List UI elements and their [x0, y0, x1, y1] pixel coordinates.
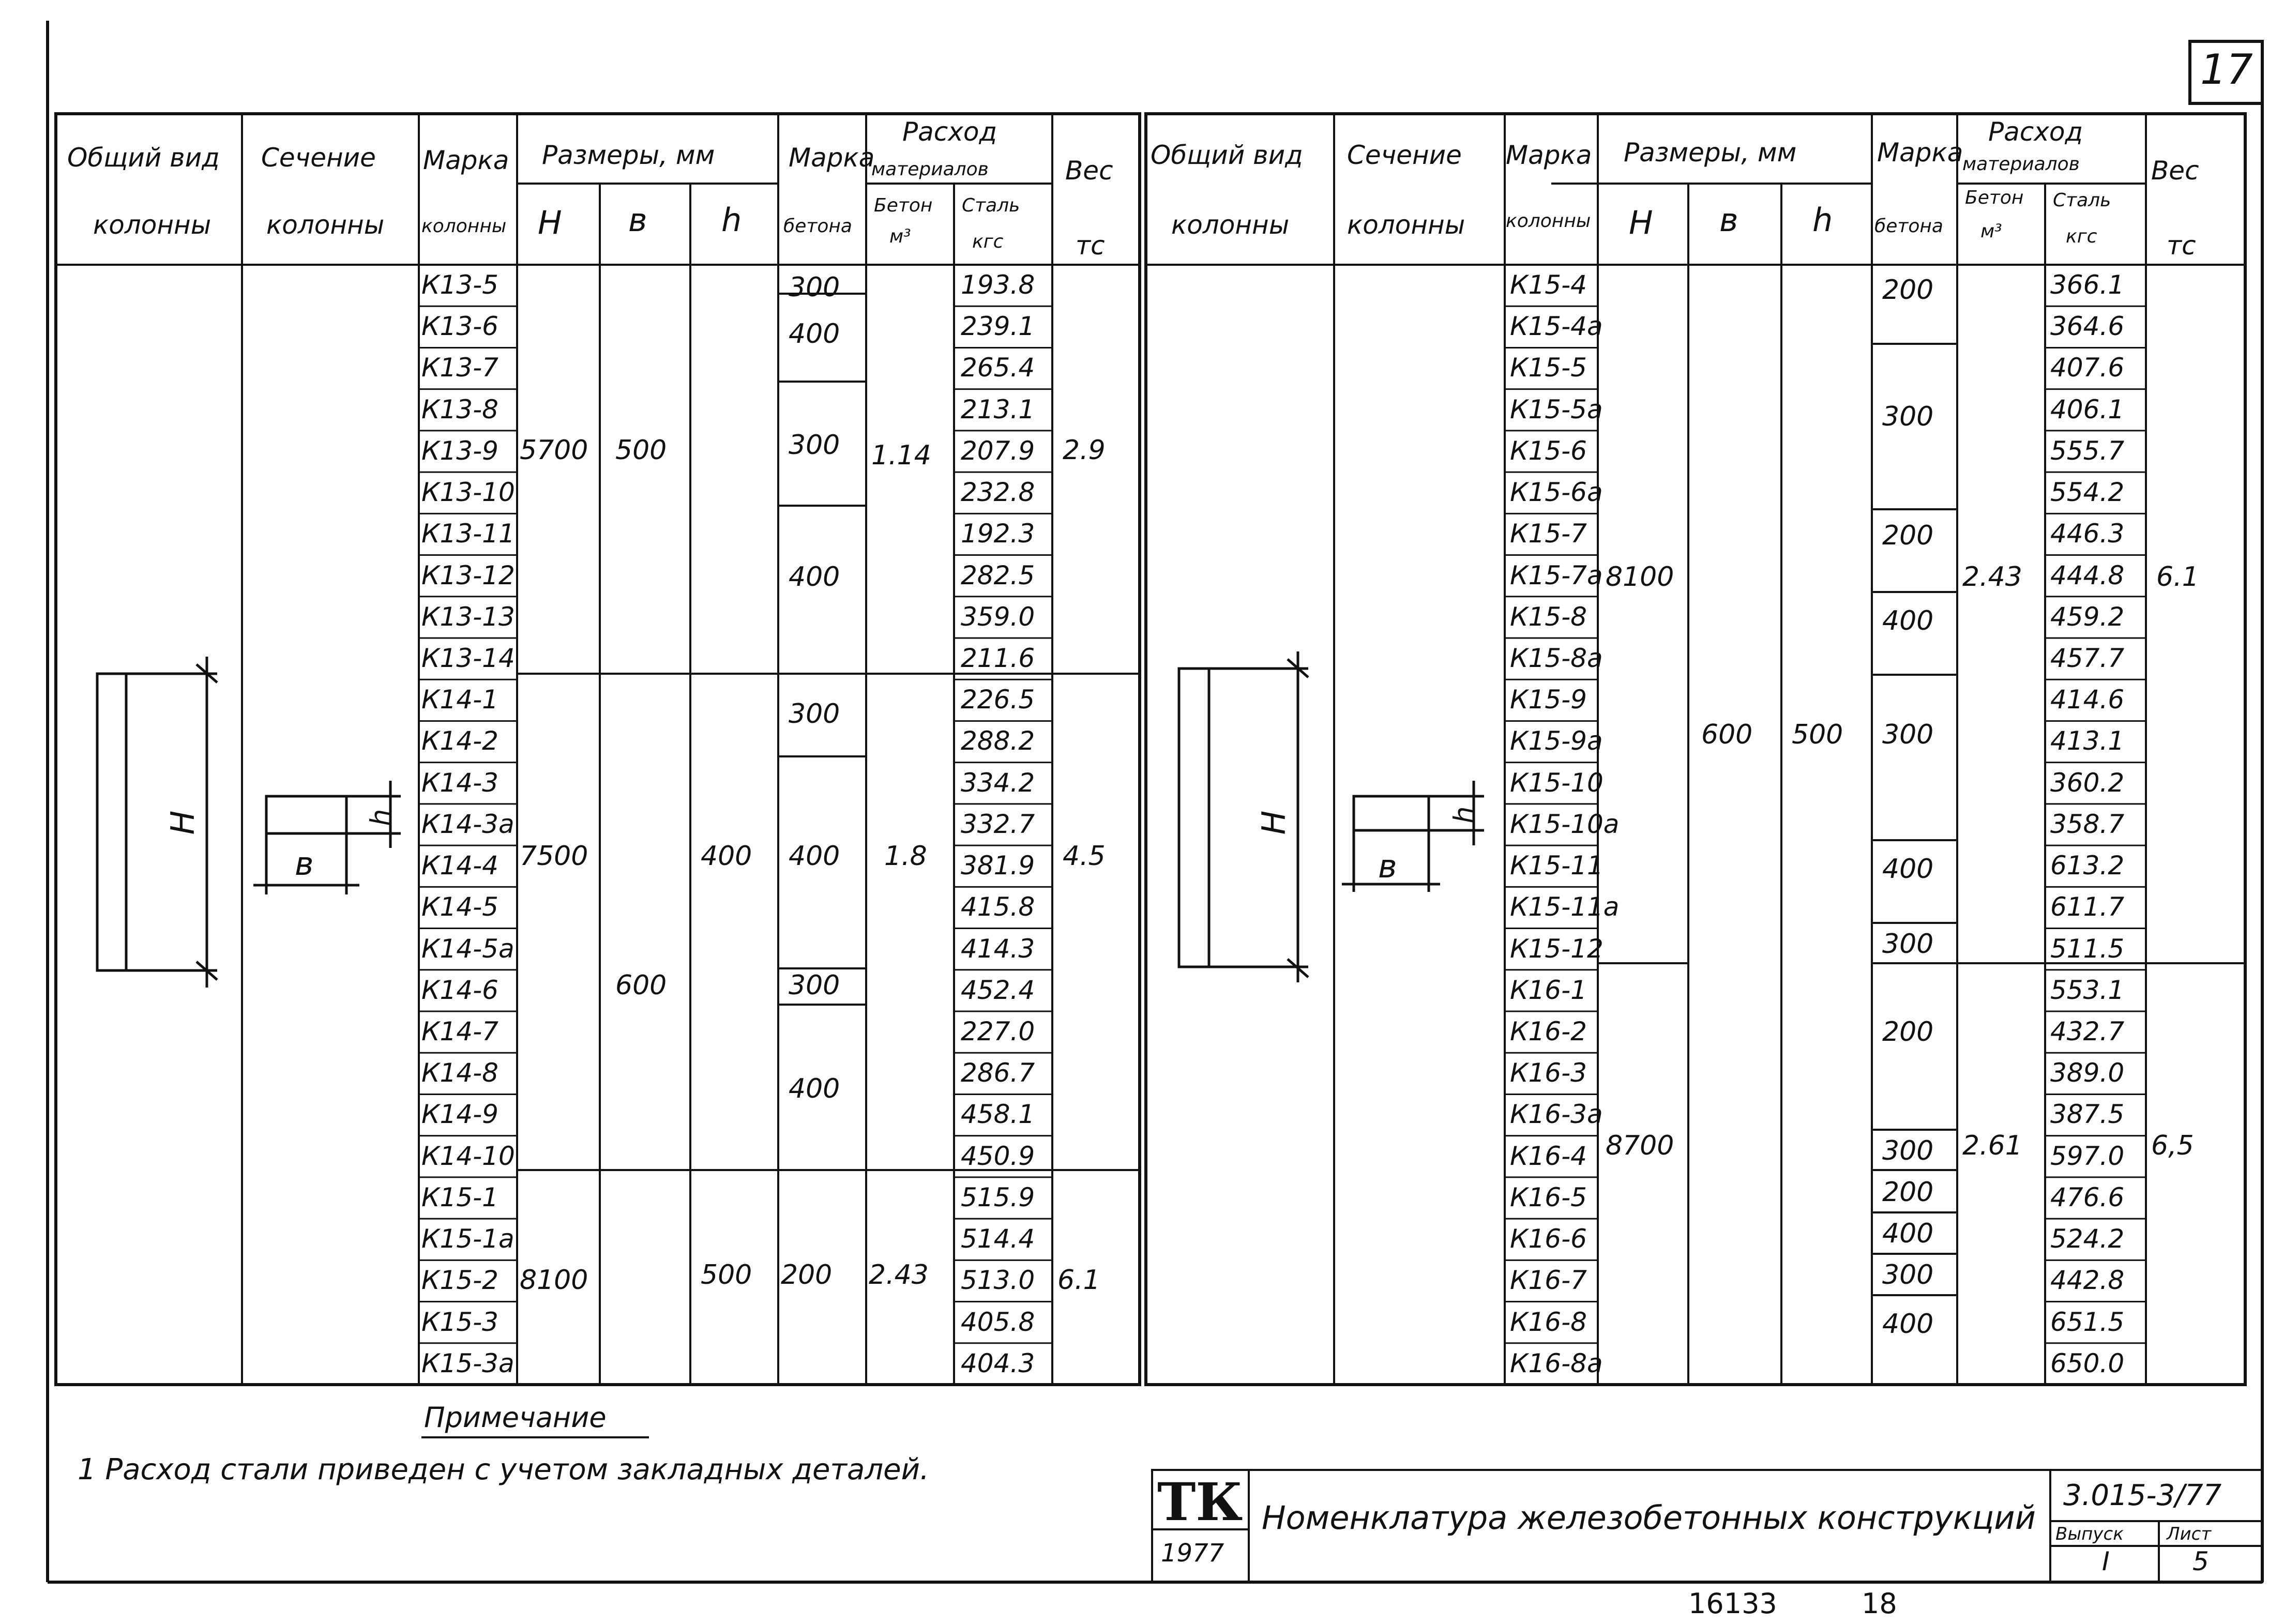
header-r-section-1: Сечение — [1347, 140, 1462, 170]
steel-value: 387.5 — [2050, 1099, 2125, 1130]
header-grade-1: Марка — [789, 143, 875, 173]
header-r-dim-H: H — [1629, 204, 1653, 241]
right-weight-1: 6.1 — [2156, 561, 2199, 593]
steel-value: 405.8 — [961, 1307, 1035, 1337]
column-mark: К15-11а — [1510, 892, 1620, 922]
header-concrete-1: Бетон — [874, 195, 933, 216]
stamp-title: Номенклатура железобетонных конструкций — [1262, 1499, 2036, 1537]
steel-value: 404.3 — [961, 1348, 1035, 1378]
steel-value: 611.7 — [2050, 892, 2125, 922]
left-b-600: 600 — [615, 970, 667, 1001]
steel-value: 359.0 — [961, 601, 1035, 632]
header-general-view-1: Общий вид — [67, 143, 220, 173]
header-r-mark-1: Марка — [1506, 140, 1592, 170]
header-r-steel-2: кгс — [2066, 226, 2097, 247]
left-grade-4: 400 — [789, 561, 840, 593]
header-section-2: колонны — [266, 210, 385, 240]
steel-value: 446.3 — [2050, 519, 2125, 549]
column-mark: К15-8а — [1510, 643, 1603, 673]
steel-value: 358.7 — [2050, 809, 2125, 839]
steel-value: 286.7 — [961, 1058, 1035, 1088]
header-r-concrete-2: м³ — [1980, 221, 2002, 242]
right-b-600: 600 — [1701, 719, 1753, 750]
steel-value: 415.8 — [961, 892, 1035, 922]
header-grade-2: бетона — [783, 216, 852, 237]
right-H-8100: 8100 — [1606, 561, 1674, 593]
header-steel-1: Сталь — [962, 195, 1020, 216]
steel-value: 227.0 — [961, 1016, 1035, 1046]
left-grade-8: 400 — [789, 1073, 840, 1104]
column-mark: К16-2 — [1510, 1016, 1587, 1046]
column-mark: К15-7 — [1510, 519, 1587, 549]
steel-value: 514.4 — [961, 1224, 1035, 1254]
column-mark: К13-14 — [421, 643, 515, 673]
column-mark: К15-4а — [1510, 311, 1603, 342]
left-grade-2: 400 — [789, 318, 840, 350]
steel-value: 414.6 — [2050, 685, 2125, 715]
left-grade-1: 300 — [789, 272, 840, 303]
column-mark: К15-4 — [1510, 270, 1587, 300]
stamp-issue-label: Выпуск — [2055, 1524, 2124, 1544]
header-r-mark-2: колонны — [1506, 210, 1591, 232]
column-mark: К16-3 — [1510, 1058, 1587, 1088]
steel-value: 360.2 — [2050, 767, 2125, 798]
column-mark: К14-10 — [421, 1141, 515, 1171]
column-mark: К15-7а — [1510, 560, 1603, 590]
column-mark: К14-9 — [421, 1099, 498, 1130]
left-sketch-H-label: H — [163, 810, 202, 835]
column-mark: К13-8 — [421, 394, 498, 424]
column-mark: К15-3 — [421, 1307, 498, 1337]
header-r-dim-b: в — [1719, 201, 1738, 239]
left-concrete-1: 1.14 — [871, 440, 931, 471]
right-grade-11: 400 — [1882, 1218, 1934, 1249]
steel-value: 515.9 — [961, 1182, 1035, 1212]
steel-value: 432.7 — [2050, 1016, 2125, 1046]
steel-value: 450.9 — [961, 1141, 1035, 1171]
column-mark: К14-2 — [421, 726, 498, 756]
column-mark: К14-3а — [421, 809, 515, 839]
column-mark: К14-1 — [421, 685, 498, 715]
right-H-8700: 8700 — [1606, 1130, 1674, 1161]
column-mark: К16-4 — [1510, 1141, 1587, 1171]
left-H-7500: 7500 — [520, 841, 588, 872]
steel-value: 553.1 — [2050, 975, 2125, 1005]
header-weight-1: Вес — [1065, 156, 1113, 186]
column-mark: К15-6а — [1510, 477, 1603, 508]
header-r-weight-1: Вес — [2151, 156, 2199, 186]
steel-value: 282.5 — [961, 560, 1035, 590]
right-grade-5: 300 — [1882, 719, 1934, 750]
steel-value: 239.1 — [961, 311, 1035, 342]
steel-value: 364.6 — [2050, 311, 2125, 342]
left-h-400: 400 — [701, 841, 752, 872]
right-grade-7: 300 — [1882, 929, 1934, 960]
column-mark: К15-1 — [421, 1182, 498, 1212]
stamp-code: 3.015-3/77 — [2063, 1479, 2222, 1512]
header-r-section-2: колонны — [1347, 210, 1465, 240]
header-r-general-view-2: колонны — [1171, 210, 1290, 240]
right-grade-3: 200 — [1882, 520, 1934, 551]
left-sketch-b-label: в — [295, 845, 314, 883]
right-grade-13: 400 — [1882, 1309, 1934, 1340]
left-grade-7: 300 — [789, 970, 840, 1001]
header-mark-1: Марка — [423, 145, 509, 175]
right-grade-1: 200 — [1882, 275, 1934, 306]
stamp-year: 1977 — [1161, 1539, 1224, 1568]
steel-value: 407.6 — [2050, 353, 2125, 383]
steel-value: 597.0 — [2050, 1141, 2125, 1171]
steel-value: 459.2 — [2050, 601, 2125, 632]
column-mark: К16-1 — [1510, 975, 1587, 1005]
column-mark: К15-9 — [1510, 685, 1587, 715]
column-mark: К16-8а — [1510, 1348, 1603, 1378]
steel-value: 211.6 — [961, 643, 1035, 673]
steel-value: 613.2 — [2050, 851, 2125, 881]
left-b-500: 500 — [615, 435, 667, 466]
right-grade-4: 400 — [1882, 605, 1934, 636]
left-weight-2: 4.5 — [1063, 841, 1106, 872]
column-mark: К16-6 — [1510, 1224, 1587, 1254]
right-grade-10: 200 — [1882, 1177, 1934, 1208]
header-r-weight-2: тс — [2167, 231, 2196, 261]
steel-value: 265.4 — [961, 353, 1035, 383]
column-mark: К15-3а — [421, 1348, 515, 1378]
right-weight-2: 6,5 — [2151, 1130, 2194, 1161]
steel-value: 207.9 — [961, 435, 1035, 466]
note-text: 1 Расход стали приведен с учетом закладных деталей. — [78, 1453, 929, 1486]
steel-value: 226.5 — [961, 685, 1035, 715]
left-grade-9: 200 — [781, 1259, 833, 1291]
column-mark: К14-6 — [421, 975, 498, 1005]
column-mark: К14-7 — [421, 1016, 498, 1046]
steel-value: 213.1 — [961, 394, 1035, 424]
header-r-grade-1: Марка — [1877, 138, 1963, 168]
column-mark: К15-1а — [421, 1224, 515, 1254]
header-section-1: Сечение — [261, 143, 376, 173]
header-dim-H: H — [538, 204, 562, 241]
left-grade-3: 300 — [789, 430, 840, 461]
right-h-500: 500 — [1792, 719, 1843, 750]
column-mark: К13-6 — [421, 311, 498, 342]
steel-value: 458.1 — [961, 1099, 1035, 1130]
steel-value: 513.0 — [961, 1265, 1035, 1296]
column-mark: К15-10 — [1510, 767, 1604, 798]
left-grade-5: 300 — [789, 699, 840, 730]
steel-value: 524.2 — [2050, 1224, 2125, 1254]
header-dims: Размеры, мм — [542, 140, 715, 170]
right-sketch-H-label: H — [1254, 810, 1293, 835]
header-weight-2: тс — [1076, 231, 1105, 261]
column-mark: К15-12 — [1510, 933, 1604, 964]
right-concrete-1: 2.43 — [1962, 561, 2022, 593]
column-mark: К16-8 — [1510, 1307, 1587, 1337]
left-concrete-2: 1.8 — [884, 841, 927, 872]
steel-value: 192.3 — [961, 519, 1035, 549]
header-consumption-2: материалов — [871, 159, 989, 180]
steel-value: 332.7 — [961, 809, 1035, 839]
column-mark: К15-6 — [1510, 435, 1587, 466]
column-mark: К14-5 — [421, 892, 498, 922]
column-mark: К14-8 — [421, 1058, 498, 1088]
page-number: 17 — [2200, 45, 2253, 94]
header-concrete-2: м³ — [889, 226, 911, 247]
column-mark: К16-5 — [1510, 1182, 1587, 1212]
steel-value: 442.8 — [2050, 1265, 2125, 1296]
column-mark: К15-2 — [421, 1265, 498, 1296]
header-dim-h: h — [721, 201, 742, 239]
header-consumption-1: Расход — [902, 117, 997, 147]
column-mark: К16-7 — [1510, 1265, 1587, 1296]
column-mark: К13-9 — [421, 435, 498, 466]
steel-value: 554.2 — [2050, 477, 2125, 508]
header-mark-2: колонны — [421, 216, 507, 237]
column-mark: К13-5 — [421, 270, 498, 300]
right-grade-12: 300 — [1882, 1259, 1934, 1291]
steel-value: 476.6 — [2050, 1182, 2125, 1212]
left-H-5700: 5700 — [520, 435, 588, 466]
header-steel-2: кгс — [972, 231, 1004, 252]
left-concrete-3: 2.43 — [869, 1259, 929, 1291]
left-weight-3: 6.1 — [1057, 1265, 1100, 1296]
steel-value: 366.1 — [2050, 270, 2125, 300]
header-r-general-view-1: Общий вид — [1151, 140, 1303, 170]
column-mark: К13-13 — [421, 601, 515, 632]
header-r-dim-h: h — [1812, 201, 1833, 239]
right-grade-6: 400 — [1882, 854, 1934, 885]
steel-value: 444.8 — [2050, 560, 2125, 590]
stamp-logo: ТК — [1157, 1471, 1243, 1532]
steel-value: 381.9 — [961, 851, 1035, 881]
header-dim-b: в — [628, 201, 647, 239]
right-sketch-h-label: h — [1448, 806, 1480, 824]
left-sketch-h-label: h — [365, 809, 397, 826]
stamp-sheet-label: Лист — [2167, 1524, 2212, 1544]
steel-value: 555.7 — [2050, 435, 2125, 466]
stamp-sheet-value: 5 — [2192, 1546, 2209, 1576]
column-mark: К13-10 — [421, 477, 515, 508]
column-mark: К15-10а — [1510, 809, 1620, 839]
right-grade-2: 300 — [1882, 401, 1934, 432]
right-grade-8: 200 — [1882, 1016, 1934, 1048]
column-mark: К15-9а — [1510, 726, 1603, 756]
steel-value: 406.1 — [2050, 394, 2125, 424]
steel-value: 651.5 — [2050, 1307, 2125, 1337]
column-mark: К13-12 — [421, 560, 515, 590]
header-general-view-2: колонны — [93, 210, 211, 240]
left-H-8100: 8100 — [520, 1265, 588, 1296]
steel-value: 389.0 — [2050, 1058, 2125, 1088]
header-r-concrete-1: Бетон — [1965, 187, 2024, 208]
header-r-consumption-2: материалов — [1962, 154, 2080, 175]
archive-number: 16133 — [1688, 1587, 1777, 1620]
right-concrete-2: 2.61 — [1962, 1130, 2022, 1161]
steel-value: 457.7 — [2050, 643, 2125, 673]
header-r-dims: Размеры, мм — [1624, 138, 1797, 168]
steel-value: 511.5 — [2050, 933, 2125, 964]
steel-value: 414.3 — [961, 933, 1035, 964]
right-grade-9: 300 — [1882, 1135, 1934, 1166]
column-mark: К15-5 — [1510, 353, 1587, 383]
column-mark: К15-11 — [1510, 851, 1604, 881]
column-mark: К13-7 — [421, 353, 498, 383]
steel-value: 413.1 — [2050, 726, 2125, 756]
header-r-consumption-1: Расход — [1988, 117, 2083, 147]
steel-value: 452.4 — [961, 975, 1035, 1005]
note-title: Примечание — [424, 1401, 607, 1434]
steel-value: 288.2 — [961, 726, 1035, 756]
column-mark: К15-8 — [1510, 601, 1587, 632]
archive-page: 18 — [1862, 1587, 1897, 1620]
steel-value: 650.0 — [2050, 1348, 2125, 1378]
left-grade-6: 400 — [789, 841, 840, 872]
steel-value: 232.8 — [961, 477, 1035, 508]
left-h-500: 500 — [701, 1259, 752, 1291]
column-mark: К16-3а — [1510, 1099, 1603, 1130]
column-mark: К14-3 — [421, 767, 498, 798]
steel-value: 193.8 — [961, 270, 1035, 300]
column-mark: К13-11 — [421, 519, 515, 549]
header-r-steel-1: Сталь — [2053, 190, 2111, 211]
right-sketch-b-label: в — [1378, 847, 1397, 885]
stamp-issue-value: I — [2102, 1546, 2110, 1576]
steel-value: 334.2 — [961, 767, 1035, 798]
column-mark: К14-4 — [421, 851, 498, 881]
header-r-grade-2: бетона — [1874, 216, 1943, 237]
left-weight-1: 2.9 — [1063, 435, 1106, 466]
column-mark: К14-5а — [421, 933, 515, 964]
column-mark: К15-5а — [1510, 394, 1603, 424]
